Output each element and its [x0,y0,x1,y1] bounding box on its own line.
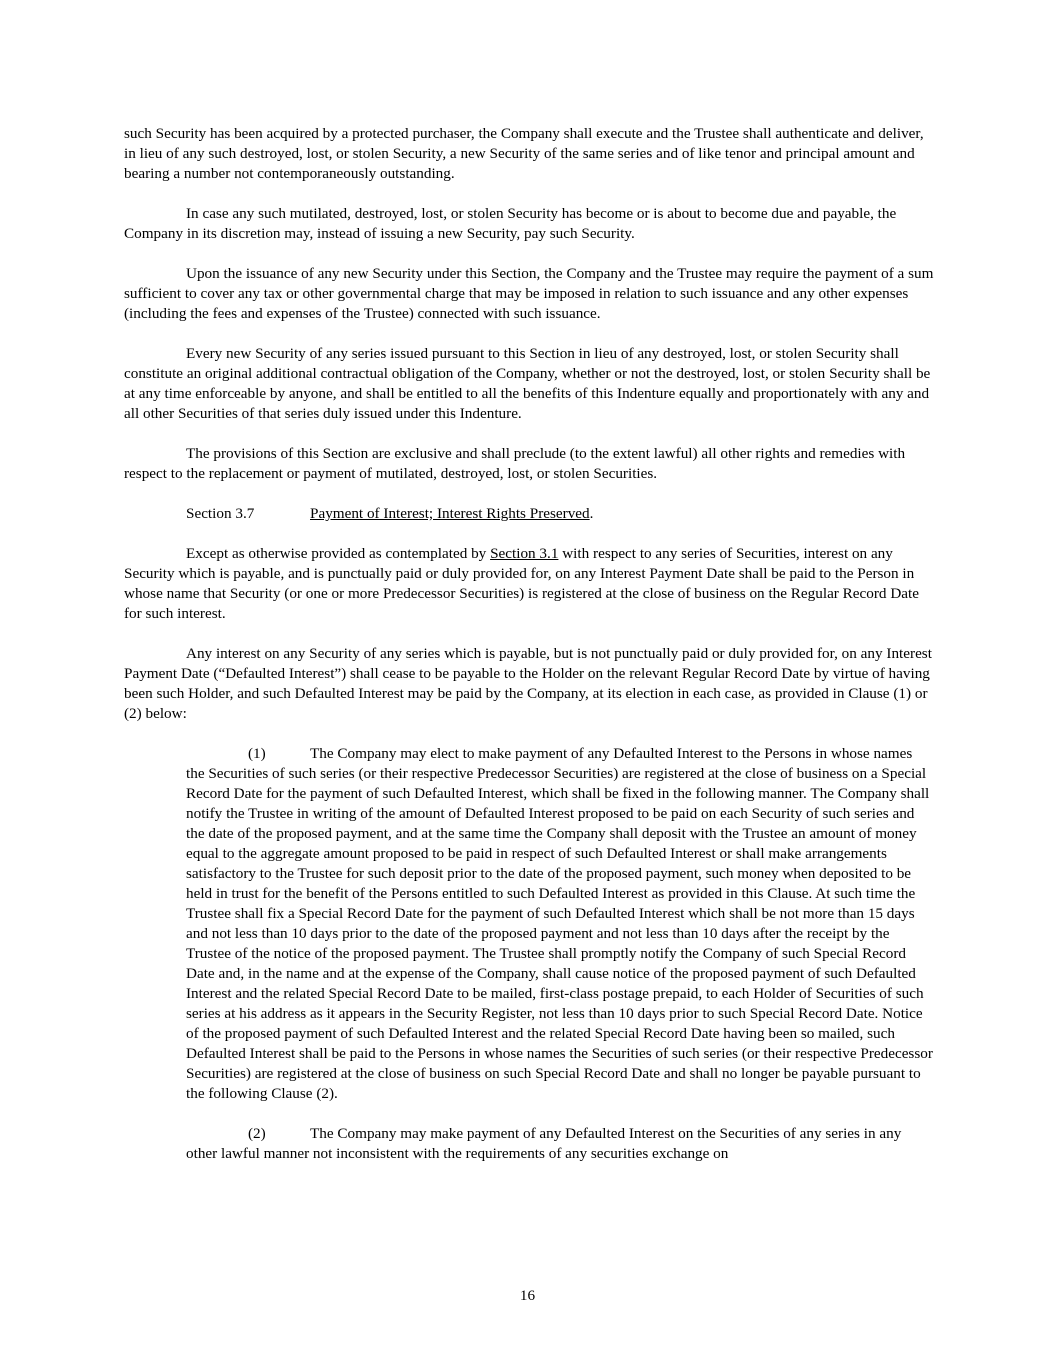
paragraph-continuation: such Security has been acquired by a protected purchaser, the Company shall execute and the Trustee shall authenticate and deliver, in lieu of any such destroyed, lost, or stolen Security, a new Security of the same series and of like tenor and principal amount and bearing a number not contemporaneously outstanding. [124,125,924,182]
section-title-period: . [589,505,594,522]
document-page [124,124,934,1184]
clause-1 [186,744,934,1104]
clause-2-text: The Company may make payment of any Defaulted Interest on the Securities of any series in any other lawful manner not inconsistent with the requirements of any securities exchange on [186,1125,902,1162]
section-number: Section 3.7 [186,505,255,522]
clause-2 [186,1124,934,1164]
clause-2-number: (2) [248,1125,266,1142]
paragraph-issuance-charges: Upon the issuance of any new Security under this Section, the Company and the Trustee may require the payment of a sum sufficient to cover any tax or other governmental charge that may be imposed in relation to such issuance and any other expenses (including the fees and expenses of the Trustee) connected with such issuance. [124,265,934,322]
section-heading [124,504,934,524]
clause-1-text: The Company may elect to make payment of any Defaulted Interest to the Persons in whose names the Securities of such series (or their respective Predecessor Securities) are registered at the close of business on a Special Record Date for the payment of such Defaulted Interest, which shall be fixed in the following manner. The Company shall notify the Trustee in writing of the amount of Defaulted Interest proposed to be paid on each Security of such series and the date of the proposed payment, and at the same time the Company shall deposit with the Trustee an amount of money equal to the aggregate amount proposed to be paid in respect of such Defaulted Interest or shall make arrangements satisfactory to the Trustee for such deposit prior to the date of the proposed payment, such money when deposited to be held in trust for the benefit of the Persons entitled to such Defaulted Interest as provided in this Clause. At such time the Trustee shall fix a Special Record Date for the payment of such Defaulted Interest which shall be not more than 15 days and not less than 10 days prior to the date of the proposed payment and not less than 10 days after the receipt by the Trustee of the notice of the proposed payment. The Trustee shall promptly notify the Company of such Special Record Date and, in the name and at the expense of the Company, shall cause notice of the proposed payment of such Defaulted Interest and the related Special Record Date to be mailed, first-class postage prepaid, to each Holder of Securities of such series at his address as it appears in the Security Register, not less than 10 days prior to such Special Record Date. Notice of the proposed payment of such Defaulted Interest and the related Special Record Date having been so mailed, such Defaulted Interest shall be paid to the Persons in whose names the Securities of such series (or their respective Predecessor Securities) are registered at the close of business on such Special Record Date and shall no longer be payable pursuant to the following Clause (2). [186,745,933,1102]
paragraph-defaulted-interest: Any interest on any Security of any series which is payable, but is not punctually paid or duly provided for, on any Interest Payment Date (“Defaulted Interest”) shall cease to be payable to the Holder on the relevant Regular Record Date by virtue of having been such Holder, and such Defaulted Interest may be paid by the Company, at its election in each case, as provided in Clause (1) or (2) below: [124,645,932,722]
paragraph-interest-text-start: Except as otherwise provided as contemplated by [186,545,491,562]
paragraph-due-and-payable: In case any such mutilated, destroyed, lost, or stolen Security has become or is about to become due and payable, the Company in its discretion may, instead of issuing a new Security, pay such Security. [124,205,897,242]
paragraph-interest-text-end: with respect to any series of Securities, interest on any Security which is payable, and is punctually paid or duly provided for, on any Interest Payment Date shall be paid to the Person in whose name that Security (or one or more Predecessor Securities) is registered at the close of business on the Regular Record Date for such interest. [124,545,919,622]
paragraph-exclusive-provisions: The provisions of this Section are exclusive and shall preclude (to the extent lawful) all other rights and remedies with respect to the replacement or payment of mutilated, destroyed, lost, or stolen Securities. [124,445,906,482]
paragraph-interest-payment [124,544,934,624]
page-number: 16 [519,1287,536,1304]
paragraph-new-security-obligation: Every new Security of any series issued pursuant to this Section in lieu of any destroyed, lost, or stolen Security shall constitute an original additional contractual obligation of the Company, whether or not the destroyed, lost, or stolen Security shall be at any time enforceable by anyone, and shall be entitled to all the benefits of this Indenture equally and proportionately with any and all other Securities of that series duly issued under this Indenture. [124,345,931,422]
clause-1-number: (1) [248,745,266,762]
section-title: Payment of Interest; Interest Rights Preserved [310,505,590,522]
section-reference-link[interactable]: Section 3.1 [490,545,559,562]
